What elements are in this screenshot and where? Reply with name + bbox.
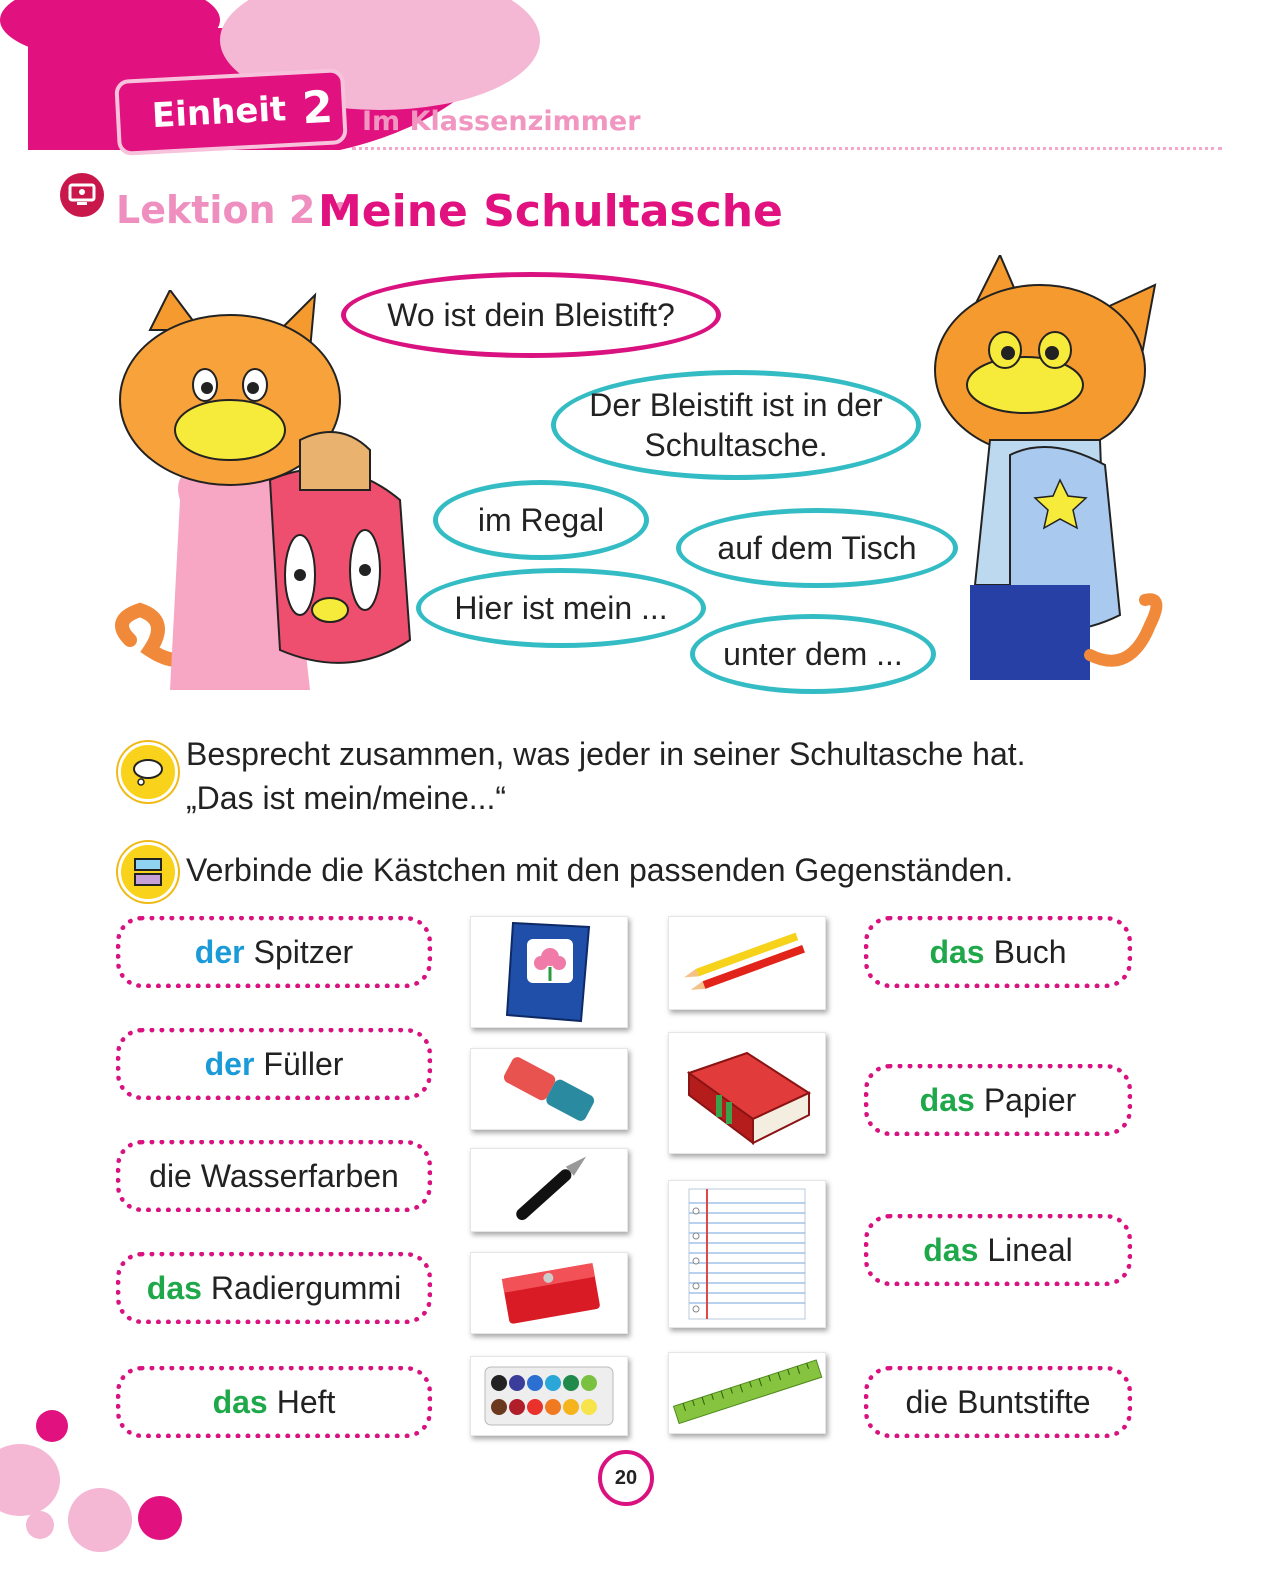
boxes-icon [118,842,178,902]
header-divider [352,147,1222,150]
unit-badge [118,72,343,152]
article: das [212,1383,268,1420]
article: der [194,933,245,970]
word-box-radiergummi[interactable] [116,1252,432,1324]
word-box-spitzer[interactable] [116,916,432,988]
article: das [919,1081,975,1118]
word-box-lineal[interactable] [864,1214,1132,1286]
speech-bubble-hier: Hier ist mein ... [416,568,706,648]
speech-bubble-answer: Der Bleistift ist in der Schultasche. [551,370,921,480]
speech-bubble-question: Wo ist dein Bleistift? [341,272,721,358]
noun: Lineal [987,1231,1073,1268]
cat-girl-illustration [110,290,440,700]
noun: Füller [263,1045,344,1082]
word-box-papier[interactable] [864,1064,1132,1136]
word-box-buntstifte[interactable] [864,1366,1132,1438]
lesson-prefix: Lektion 2 • [116,188,353,232]
noun: Spitzer [253,933,354,970]
eraser-image[interactable] [470,1048,628,1130]
instruction-discuss-line1: Besprecht zusammen, was jeder in seiner Schultasche hat. [186,736,1026,772]
speech-bubble-regal: im Regal [433,480,649,560]
unit-number: 2 [300,81,335,134]
word-box-buch[interactable] [864,916,1132,988]
article: das [929,933,985,970]
word-box-wasserfarben[interactable] [116,1140,432,1212]
fountain-pen-image[interactable] [470,1148,628,1232]
book-image[interactable] [668,1032,826,1154]
sharpener-image[interactable] [470,1252,628,1334]
colored-pencils-image[interactable] [668,916,826,1010]
article: die [149,1157,192,1194]
lesson-title: Meine Schultasche [318,186,783,237]
cat-boy-illustration [930,255,1170,685]
speech-bubble-icon [118,742,178,802]
computer-icon [60,173,104,217]
noun: Buch [993,933,1067,970]
unit-label: Einheit [151,89,288,137]
ruler-image[interactable] [668,1352,826,1434]
article: das [146,1269,202,1306]
instruction-discuss-line2: „Das ist mein/meine...“ [186,780,507,816]
article: das [923,1231,979,1268]
footer-decoration [0,1400,200,1594]
unit-title: Im Klassenzimmer [362,106,641,137]
speech-bubble-tisch: auf dem Tisch [676,508,958,588]
paper-image[interactable] [668,1180,826,1328]
noun: Buntstifte [957,1383,1091,1420]
noun: Heft [276,1383,336,1420]
noun: Radiergummi [210,1269,402,1306]
noun: Wasserfarben [200,1157,399,1194]
article: die [905,1383,949,1420]
word-box-fueller[interactable] [116,1028,432,1100]
watercolors-image[interactable] [470,1356,628,1436]
instruction-connect: Verbinde die Kästchen mit den passenden Gegenständen. [186,852,1014,888]
article: der [204,1045,255,1082]
speech-bubble-unter: unter dem ... [690,614,936,694]
page-number: 20 [598,1450,654,1506]
notebook-image[interactable] [470,916,628,1028]
instruction-discuss [186,732,1026,820]
noun: Papier [983,1081,1077,1118]
